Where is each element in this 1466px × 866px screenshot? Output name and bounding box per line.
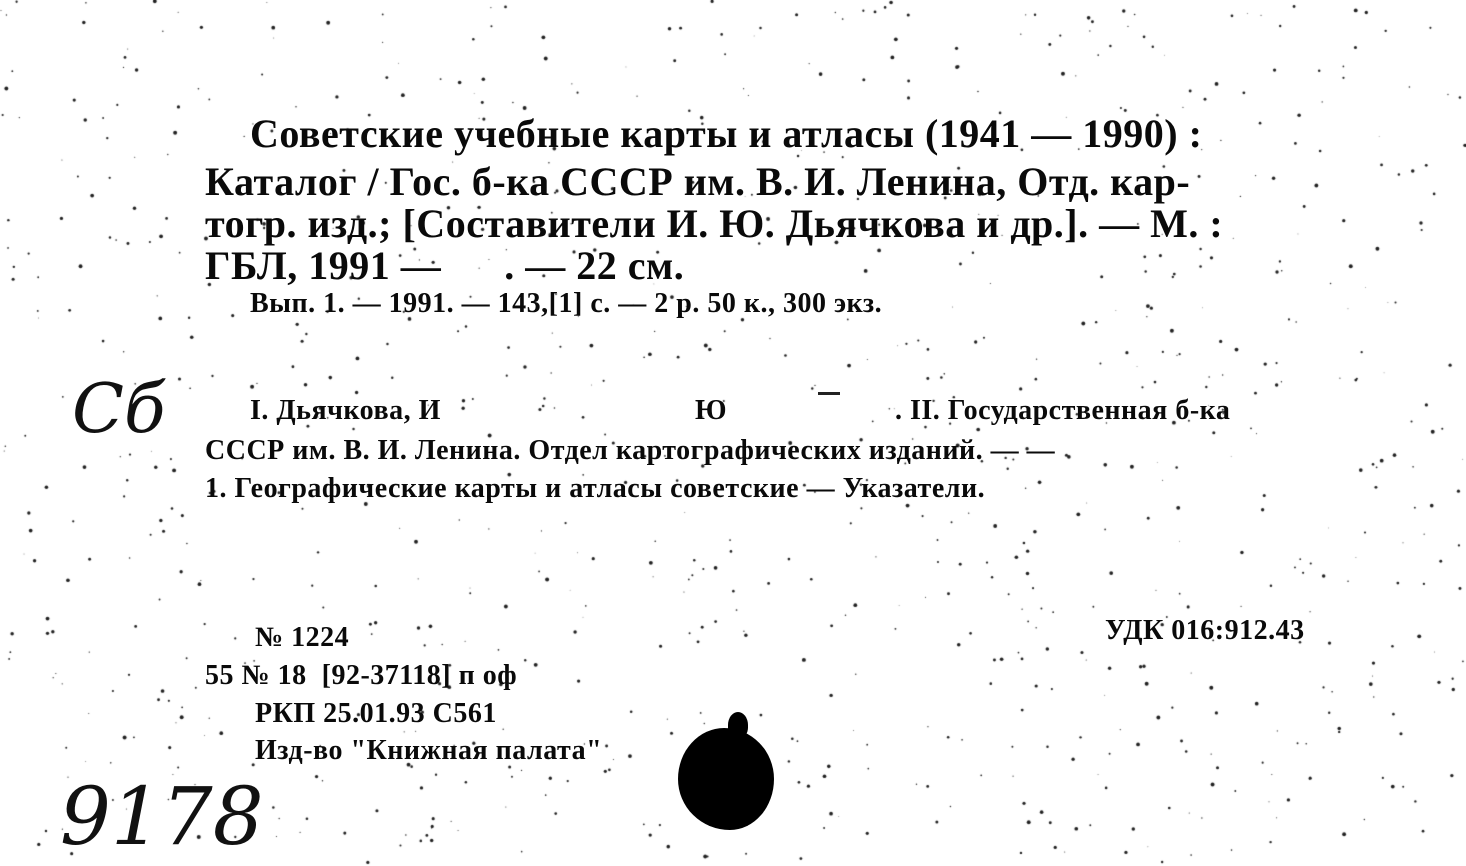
entry-line-1: Советские учебные карты и атласы (1941 — 1990) :: [250, 111, 1203, 156]
card-number: № 1224: [255, 622, 350, 653]
tracing-line-2: СССР им. В. И. Ленина. Отдел картографических изданий. — —: [205, 435, 1056, 466]
handwritten-mark-bottom: 9178: [60, 770, 264, 863]
entry-line-5: Вып. 1. — 1991. — 143,[1] с. — 2 р. 50 к., 300 экз.: [250, 288, 883, 319]
ink-blot: [678, 728, 774, 830]
entry-line-2: Каталог / Гос. б-ка СССР им. В. И. Ленина, Отд. кар-: [205, 159, 1191, 204]
entry-line-4: ГБЛ, 1991 — . — 22 см.: [205, 243, 685, 288]
tracing-line-1-part-1: I. Дьячкова, И: [250, 395, 441, 426]
entry-line-3: тогр. изд.; [Составители И. Ю. Дьячкова и др.]. — М. :: [205, 201, 1224, 246]
tilde-mark: [818, 392, 840, 395]
tracing-line-3: 1. Географические карты и атласы советские — Указатели.: [205, 473, 986, 504]
tracing-line-1-part-2: Ю: [695, 395, 728, 426]
rkp-line: РКП 25.01.93 С561: [255, 698, 497, 729]
handwritten-mark-top: Сб: [72, 370, 166, 449]
tracing-line-1-part-3: . II. Государственная б-ка: [895, 395, 1231, 426]
series-line: 55 № 18 [92-37118] п оф: [205, 660, 518, 691]
publisher-line: Изд-во "Книжная палата": [255, 735, 603, 766]
udk-code: УДК 016:912.43: [1105, 615, 1305, 646]
